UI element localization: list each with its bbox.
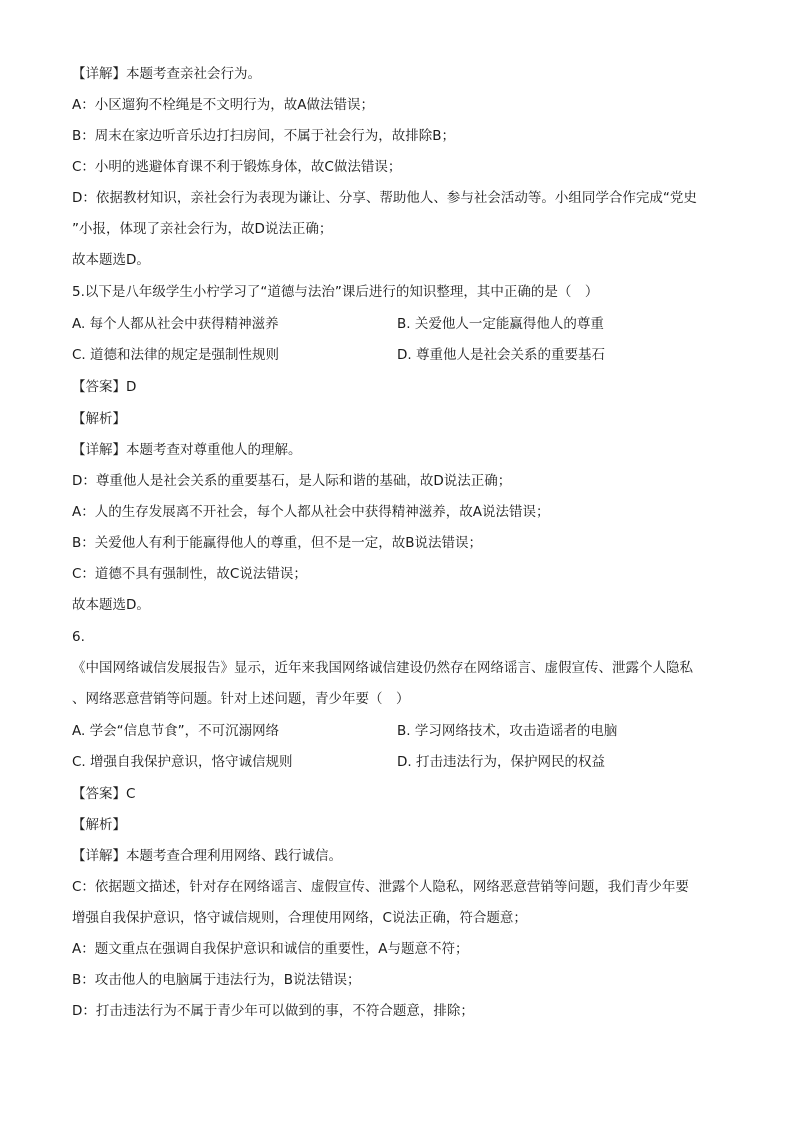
explanation-line: C：小明的逃避体育课不利于锻炼身体，故C做法错误；	[72, 159, 402, 175]
detail-heading-q4: 【详解】本题考查亲社会行为。	[72, 66, 261, 82]
explanation-line: C：道德不具有强制性，故C说法错误；	[72, 566, 307, 582]
question-5-stem: 5.以下是八年级学生小柠学习了“道德与法治”课后进行的知识整理，其中正确的是（ ）	[72, 284, 599, 300]
explanation-line: A：小区遛狗不栓绳是不文明行为，故A做法错误；	[72, 97, 374, 113]
explanation-line: B：关爱他人有利于能赢得他人的尊重，但不是一定，故B说法错误；	[72, 535, 483, 551]
explanation-line: 增强自我保护意识，恪守诚信规则，合理使用网络，C说法正确，符合题意；	[72, 910, 527, 926]
q6-option-b: B. 学习网络技术，攻击造谣者的电脑	[397, 723, 618, 739]
q5-option-b: B. 关爱他人一定能赢得他人的尊重	[397, 316, 604, 332]
detail-heading-q6: 【详解】本题考查合理利用网络、践行诚信。	[72, 848, 342, 864]
q6-option-a: A. 学会“信息节食”，不可沉溺网络	[72, 723, 280, 739]
answer-label-q5: 【答案】D	[72, 379, 137, 395]
explanation-line: D：尊重他人是社会关系的重要基石，是人际和谐的基础，故D说法正确；	[72, 473, 512, 489]
conclusion-line: 故本题选D。	[72, 252, 150, 268]
explanation-line: B：攻击他人的电脑属于违法行为，B说法错误；	[72, 972, 361, 988]
detail-heading-q5: 【详解】本题考查对尊重他人的理解。	[72, 442, 302, 458]
q5-option-c: C. 道德和法律的规定是强制性规则	[72, 347, 280, 363]
conclusion-line: 故本题选D。	[72, 597, 150, 613]
question-6-stem: 、网络恶意营销等问题。针对上述问题，青少年要（ ）	[72, 691, 410, 707]
analysis-label-q5: 【解析】	[72, 411, 126, 427]
question-6-stem: 《中国网络诚信发展报告》显示，近年来我国网络诚信建设仍然存在网络谣言、虚假宣传、泄露个人隐私	[72, 660, 693, 676]
explanation-line: B：周末在家边听音乐边打扫房间，不属于社会行为，故排除B；	[72, 128, 456, 144]
q6-option-c: C. 增强自我保护意识，恪守诚信规则	[72, 754, 293, 770]
explanation-line: A：人的生存发展离不开社会，每个人都从社会中获得精神滋养，故A说法错误；	[72, 504, 550, 520]
q5-option-d: D. 尊重他人是社会关系的重要基石	[397, 347, 605, 363]
explanation-line: D：依据教材知识，亲社会行为表现为谦让、分享、帮助他人、参与社会活动等。小组同学合作完成“党史	[72, 190, 697, 206]
explanation-line: ”小报，体现了亲社会行为，故D说法正确；	[72, 221, 333, 237]
explanation-line: A：题文重点在强调自我保护意识和诚信的重要性，A与题意不符；	[72, 941, 469, 957]
question-6-number: 6.	[72, 629, 85, 645]
q5-option-a: A. 每个人都从社会中获得精神滋养	[72, 316, 279, 332]
analysis-label-q6: 【解析】	[72, 817, 126, 833]
q6-option-d: D. 打击违法行为，保护网民的权益	[397, 754, 605, 770]
explanation-line: D：打击违法行为不属于青少年可以做到的事，不符合题意，排除；	[72, 1003, 474, 1019]
explanation-line: C：依据题文描述，针对存在网络谣言、虚假宣传、泄露个人隐私，网络恶意营销等问题，我们青少年要	[72, 879, 689, 895]
answer-label-q6: 【答案】C	[72, 786, 136, 802]
